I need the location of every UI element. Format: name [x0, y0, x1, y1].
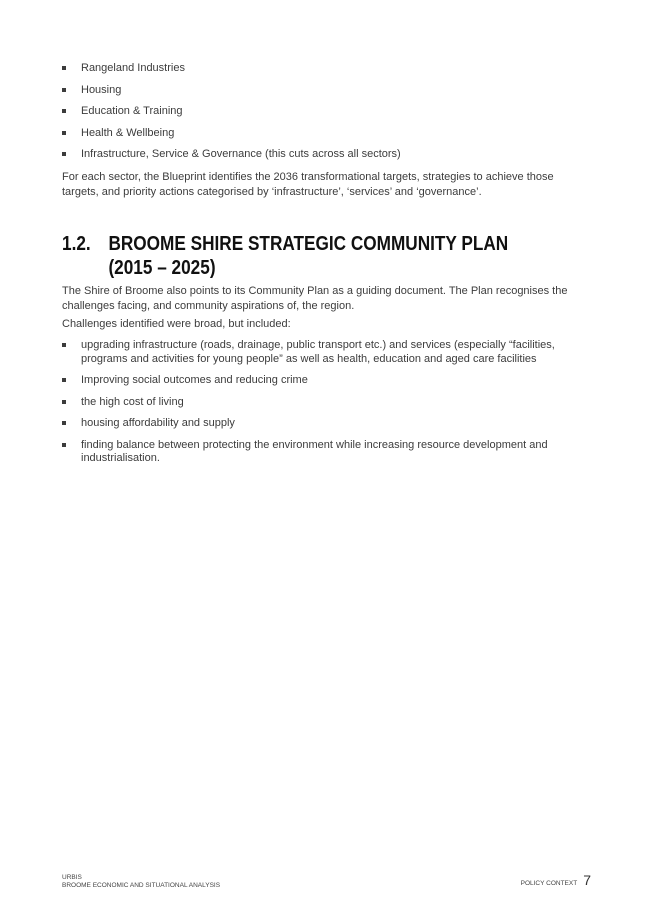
challenges-intro: Challenges identified were broad, but included:: [62, 318, 291, 330]
bullet-icon: [62, 400, 66, 404]
footer-doc-title: BROOME ECONOMIC AND SITUATIONAL ANALYSIS: [62, 882, 221, 889]
footer-left: [62, 874, 220, 890]
footer-org: URBIS: [62, 874, 82, 881]
list-item: housing affordability and supply: [62, 417, 582, 431]
bullet-icon: [62, 443, 66, 447]
list-item: Infrastructure, Service & Governance (this cuts across all sectors): [62, 148, 582, 162]
page-number: 7: [583, 872, 591, 888]
bullet-icon: [62, 131, 66, 135]
bullet-icon: [62, 88, 66, 92]
bullet-icon: [62, 152, 66, 156]
section-title: BROOME SHIRE STRATEGIC COMMUNITY PLAN (2015 – 2025): [108, 233, 509, 279]
list-item: finding balance between protecting the environment while increasing resource development and industrialisation.: [62, 439, 582, 466]
list-item: Health & Wellbeing: [62, 127, 582, 141]
list-item: the high cost of living: [62, 396, 582, 410]
challenges-list: [62, 339, 582, 474]
sector-list: [62, 62, 582, 170]
bullet-icon: [62, 343, 66, 347]
section-number: 1.2.: [62, 233, 91, 255]
community-plan-paragraph: The Shire of Broome also points to its Community Plan as a guiding document. The Plan recognises the challenges facing, and community aspirations of, the region.: [62, 285, 568, 312]
bullet-icon: [62, 421, 66, 425]
bullet-icon: [62, 378, 66, 382]
footer-section-label: POLICY CONTEXT: [520, 880, 578, 887]
list-item: Improving social outcomes and reducing crime: [62, 374, 582, 388]
bullet-icon: [62, 66, 66, 70]
bullet-icon: [62, 109, 66, 113]
section-heading: [62, 232, 526, 280]
list-item: Rangeland Industries: [62, 62, 582, 76]
footer-right: [521, 872, 591, 888]
blueprint-paragraph: For each sector, the Blueprint identifies the 2036 transformational targets, strategies to achieve those targets, and priority actions categorised by ‘infrastructure’, ‘services’ and ‘governance’.: [62, 171, 554, 198]
list-item: Housing: [62, 84, 582, 98]
list-item: upgrading infrastructure (roads, drainage, public transport etc.) and services (especially “facilities, programs and activities for young people” as well as health, education and aged care facilities: [62, 339, 582, 366]
list-item: Education & Training: [62, 105, 582, 119]
